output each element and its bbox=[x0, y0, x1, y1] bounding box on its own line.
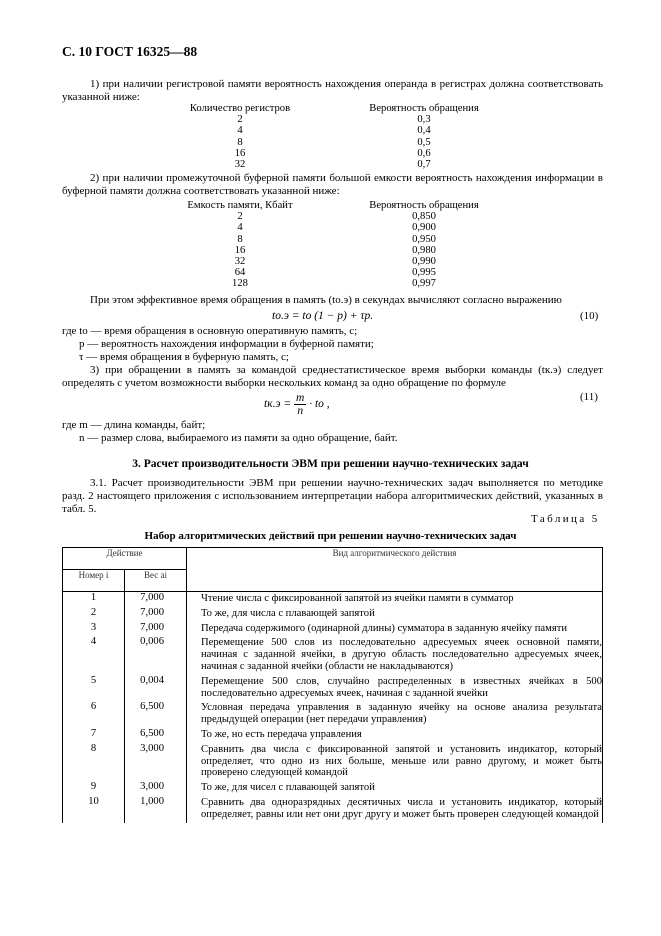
table-row: 7 6,500 То же, но есть передача управления bbox=[63, 728, 603, 743]
table-row: 3 7,000 Передача содержимого (одинарной длины) сумматора в заданную ячейку памяти bbox=[63, 622, 603, 637]
table-row: 9 3,000 То же, для чисел с плавающей запятой bbox=[63, 781, 603, 796]
table-row: 8 3,000 Сравнить два числа с фиксированной запятой и установить индикатор, который определяет, что одно из них больше, меньше или равно другому, и может быть проверено следующей командой bbox=[63, 743, 603, 781]
definitions-11 bbox=[62, 419, 603, 445]
definition-line: где m — длина команды, байт; bbox=[62, 419, 206, 431]
fraction: $\frac{m}{n}$ bbox=[296, 392, 305, 417]
actions-table bbox=[62, 547, 603, 823]
column-header: Емкость памяти, Кбайт bbox=[187, 200, 293, 211]
column-header: Вероятность обращения bbox=[369, 103, 479, 114]
column-header: Вероятность обращения bbox=[369, 200, 479, 211]
formula-11: tк.э = $\frac{m}{n}$ · tо , bbox=[264, 392, 330, 417]
definition-line: n — размер слова, выбираемого из памяти за одно обращение, байт. bbox=[79, 432, 398, 444]
header-description: Вид алгоритмического действия bbox=[187, 548, 603, 592]
paragraph-buffer: 2) при наличии промежуточной буферной памяти большой емкости вероятность нахождения информации в буферной памяти должна соответствовать указанной ниже: bbox=[62, 172, 603, 197]
table-row: 10 1,000 Сравнить два одноразрядных десятичных числа и установить индикатор, который определяет, равны или нет они друг другу и может быть проверен следующей командой bbox=[63, 796, 603, 823]
table-row: 6 6,500 Условная передача управления в заданную ячейку на основе анализа результата предыдущей операции (нет передачи управления) bbox=[63, 701, 603, 728]
buffer-prob-column: Вероятность обращения 0,850 0,900 0,950 0,980 0,990 0,995 0,997 bbox=[344, 200, 504, 290]
table-caption: Таблица 5 bbox=[531, 513, 600, 525]
registers-count-column: Количество регистров 2 4 8 16 32 bbox=[160, 103, 320, 170]
paragraph-3-1: 3.1. Расчет производительности ЭВМ при решении научно-технических задач выполняется по методике разд. 2 настоящего приложения с использованием интерпретации набора алгоритмических действий, указанных в табл. 5. bbox=[62, 477, 603, 515]
header-action-group: Действие bbox=[63, 548, 187, 570]
table-row: 4 0,006 Перемещение 500 слов из последовательно адресуемых ячеек основной памяти, начиная с заданной ячейки, в другую область последовательно адресуемых ячеек, начиная с заданной ячейки (области не накладываются) bbox=[63, 636, 603, 674]
formula-10: tо.э = tо (1 − p) + τp. bbox=[272, 310, 374, 322]
section-title: 3. Расчет производительности ЭВМ при решении научно-технических задач bbox=[132, 458, 529, 470]
definition-line: τ — время обращения в буферную память, с; bbox=[79, 351, 289, 363]
table-row: 5 0,004 Перемещение 500 слов, случайно распределенных в известных ячейках в 500 последовательно адресуемых ячеек, начиная с заданной ячейки bbox=[63, 675, 603, 702]
equation-number-11: (11) bbox=[580, 391, 598, 403]
registers-prob-column: Вероятность обращения 0,3 0,4 0,5 0,6 0,7 bbox=[344, 103, 504, 170]
header-weight: Вес ai bbox=[125, 570, 187, 592]
equation-number-10: (10) bbox=[580, 310, 599, 322]
definition-line: p — вероятность нахождения информации в буферной памяти; bbox=[79, 338, 374, 350]
buffer-size-column: Емкость памяти, Кбайт 2 4 8 16 32 64 128 bbox=[160, 200, 320, 290]
paragraph-registers: 1) при наличии регистровой памяти вероятность нахождения операнда в регистрах должна соответствовать указанной ниже: bbox=[62, 78, 603, 103]
header-number: Номер i bbox=[63, 570, 125, 592]
buffer-list bbox=[0, 200, 661, 290]
paragraph-effective-time: При этом эффективное время обращения в память (tо.э) в секундах вычисляют согласно выражению bbox=[90, 294, 562, 306]
definitions-10 bbox=[62, 325, 603, 364]
definition-line: где tо — время обращения в основную оперативную память, с; bbox=[62, 325, 358, 337]
paragraph-command-fetch: 3) при обращении в память за командой среднестатистическое время выборки команды (tк.э) следует определять с учетом возможности выборки нескольких команд за одно обращение по формуле bbox=[62, 364, 603, 389]
page-header: С. 10 ГОСТ 16325—88 bbox=[62, 44, 198, 59]
table-row: 2 7,000 То же, для числа с плавающей запятой bbox=[63, 607, 603, 622]
registers-list bbox=[0, 103, 661, 169]
column-header: Количество регистров bbox=[189, 103, 291, 114]
table-row: 1 7,000 Чтение числа с фиксированной запятой из ячейки памяти в сумматор bbox=[63, 592, 603, 607]
table-title: Набор алгоритмических действий при решении научно-технических задач bbox=[144, 530, 517, 542]
